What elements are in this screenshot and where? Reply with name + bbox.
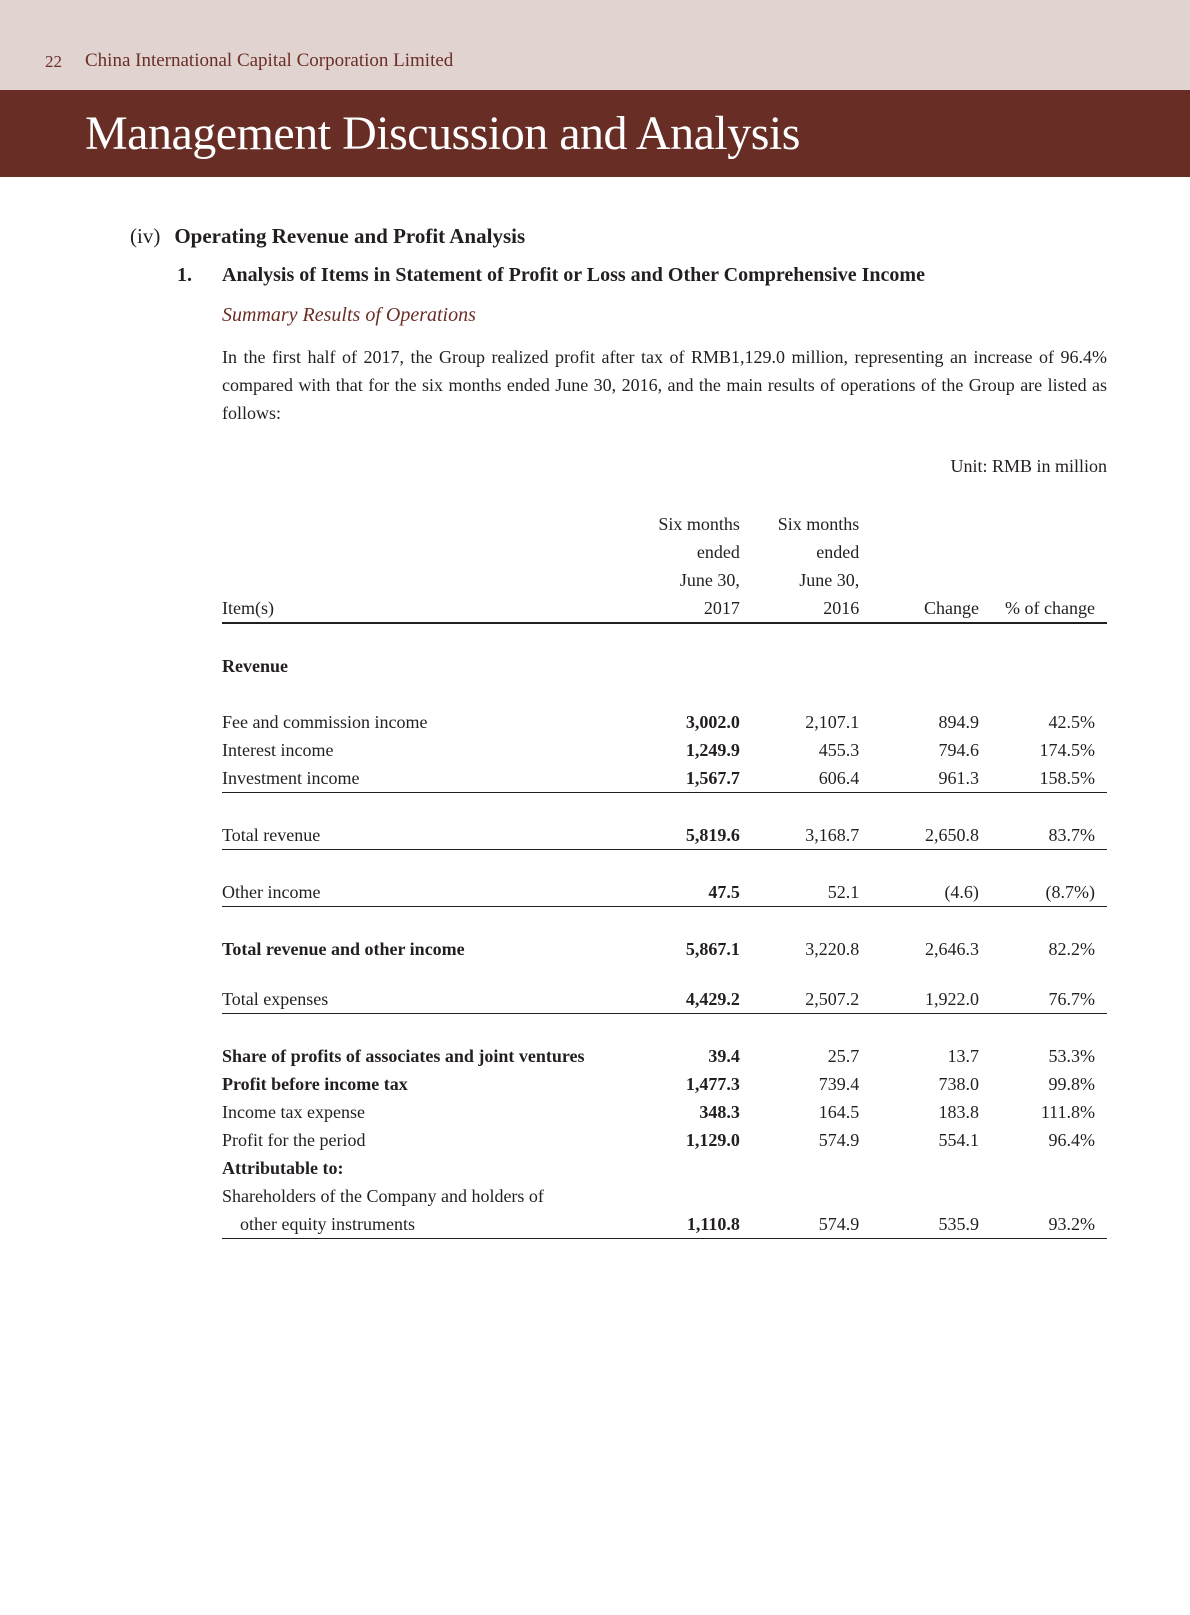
table-row: Investment income 1,567.7 606.4 961.3 158.5% bbox=[222, 764, 1107, 793]
table-row: Shareholders of the Company and holders of bbox=[222, 1186, 544, 1206]
table-row: Income tax expense 348.3 164.5 183.8 111.8% bbox=[222, 1102, 1095, 1122]
subsection-heading bbox=[177, 264, 925, 287]
header-2016: ended bbox=[816, 542, 860, 562]
table-row: Share of profits of associates and joint ventures 39.4 25.7 13.7 53.3% bbox=[222, 1046, 1095, 1066]
section-roman: (iv) bbox=[130, 224, 161, 248]
header-item: Item(s) bbox=[222, 594, 632, 623]
unit-note: Unit: RMB in million bbox=[950, 456, 1107, 476]
header-pct-change: % of change bbox=[991, 594, 1107, 623]
table-row: Interest income 1,249.9 455.3 794.6 174.5% bbox=[222, 740, 1095, 760]
running-header bbox=[0, 0, 1190, 90]
italic-heading: Summary Results of Operations bbox=[222, 304, 476, 326]
table-row: Total revenue 5,819.6 3,168.7 2,650.8 83.7% bbox=[222, 821, 1107, 850]
subsection-title: Analysis of Items in Statement of Profit or Loss and Other Comprehensive Income bbox=[222, 264, 925, 286]
chapter-title-bar bbox=[0, 90, 1190, 177]
header-2016: Six months bbox=[777, 514, 860, 534]
header-2017: ended bbox=[696, 542, 740, 562]
table-row: Total expenses 4,429.2 2,507.2 1,922.0 76.7% bbox=[222, 985, 1107, 1014]
chapter-title: Management Discussion and Analysis bbox=[85, 107, 800, 160]
table-row: Other income 47.5 52.1 (4.6) (8.7%) bbox=[222, 878, 1107, 907]
revenue-label-row: Revenue bbox=[222, 656, 288, 676]
table-row: Profit for the period 1,129.0 574.9 554.1 96.4% bbox=[222, 1130, 1095, 1150]
header-2016: 2016 bbox=[752, 594, 871, 623]
summary-paragraph: In the first half of 2017, the Group realized profit after tax of RMB1,129.0 million, representing an increase of 96.4% compared with that for the six months ended June 30, 2016, and the main results of operations of the Group are listed as follows: bbox=[222, 347, 1107, 423]
table-row: other equity instruments 1,110.8 574.9 535.9 93.2% bbox=[222, 1210, 1107, 1239]
header-2016: June 30, bbox=[799, 570, 860, 590]
header-2017: 2017 bbox=[632, 594, 751, 623]
table-row: Total revenue and other income 5,867.1 3,220.8 2,646.3 82.2% bbox=[222, 939, 1095, 959]
page-number: 22 bbox=[45, 52, 62, 71]
header-2017: Six months bbox=[658, 514, 740, 534]
table-row: Profit before income tax 1,477.3 739.4 738.0 99.8% bbox=[222, 1074, 1095, 1094]
table-row: Attributable to: bbox=[222, 1158, 344, 1178]
header-change: Change bbox=[871, 594, 991, 623]
results-table bbox=[222, 510, 1107, 1239]
subsection-number: 1. bbox=[177, 264, 192, 286]
table-row: Fee and commission income 3,002.0 2,107.1 894.9 42.5% bbox=[222, 712, 1095, 732]
section-heading bbox=[130, 224, 525, 249]
header-2017: June 30, bbox=[679, 570, 740, 590]
company-name: China International Capital Corporation Limited bbox=[85, 50, 454, 71]
header-row bbox=[222, 510, 1107, 538]
section-title: Operating Revenue and Profit Analysis bbox=[174, 224, 526, 248]
